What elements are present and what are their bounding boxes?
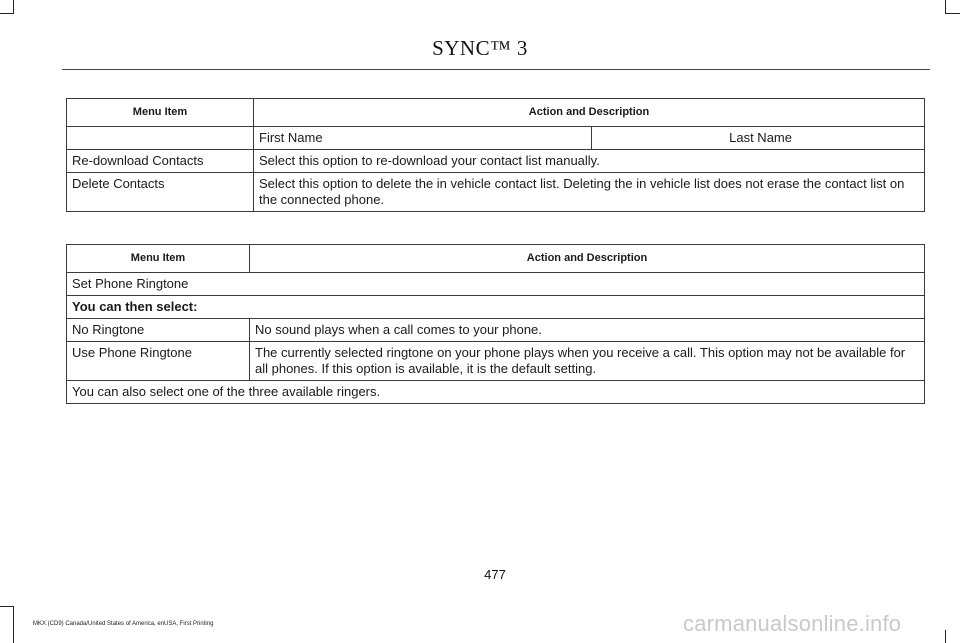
action-description-column-header: Action and Description — [254, 99, 925, 127]
crop-mark-bottom-right — [945, 630, 946, 643]
table-row — [67, 150, 925, 173]
header-divider — [62, 69, 930, 70]
action-description-column-header: Action and Description — [250, 245, 925, 273]
table-header-row — [67, 245, 925, 273]
last-name-cell: Last Name — [592, 127, 925, 150]
table-row — [67, 173, 925, 212]
then-select-cell: You can then select: — [67, 296, 925, 319]
watermark: carmanualsonline.info — [683, 611, 902, 636]
crop-mark-top-right — [945, 0, 946, 14]
table-row — [67, 296, 925, 319]
menu-item-column-header: Menu Item — [67, 245, 250, 273]
table-row — [67, 319, 925, 342]
ringtone-menu-table — [66, 244, 925, 404]
description-cell: The currently selected ringtone on your phone plays when you receive a call. This option may not be available for all phones. If this option is available, it is the default setting. — [250, 342, 925, 381]
table-row — [67, 342, 925, 381]
description-cell: Select this option to delete the in vehicle contact list. Deleting the in vehicle list does not erase the contact list on the connected phone. — [254, 173, 925, 212]
crop-mark-top-left — [13, 0, 14, 14]
page-number: 477 — [484, 567, 506, 582]
description-cell: No sound plays when a call comes to your phone. — [250, 319, 925, 342]
also-select-cell: You can also select one of the three available ringers. — [67, 381, 925, 404]
crop-mark-top-left-h — [0, 13, 14, 14]
table-header-row — [67, 99, 925, 127]
menu-item-cell: Use Phone Ringtone — [67, 342, 250, 381]
crop-mark-bottom-left — [13, 606, 14, 643]
contacts-menu-table — [66, 98, 925, 212]
printing-info: MKX (CD9) Canada/United States of America, enUSA, First Printing — [33, 621, 214, 627]
table-row — [67, 127, 925, 150]
menu-item-column-header: Menu Item — [67, 99, 254, 127]
crop-mark-top-right-h — [945, 13, 960, 14]
crop-mark-bottom-left-h — [0, 606, 14, 607]
page-header-title: SYNC™ 3 — [432, 36, 528, 60]
menu-item-cell: No Ringtone — [67, 319, 250, 342]
description-cell: Select this option to re-download your contact list manually. — [254, 150, 925, 173]
set-phone-ringtone-cell: Set Phone Ringtone — [67, 273, 925, 296]
menu-item-cell: Delete Contacts — [67, 173, 254, 212]
table-row — [67, 273, 925, 296]
menu-item-cell: Re-download Contacts — [67, 150, 254, 173]
first-name-cell: First Name — [254, 127, 592, 150]
table-row — [67, 381, 925, 404]
empty-menu-item-cell — [67, 127, 254, 150]
